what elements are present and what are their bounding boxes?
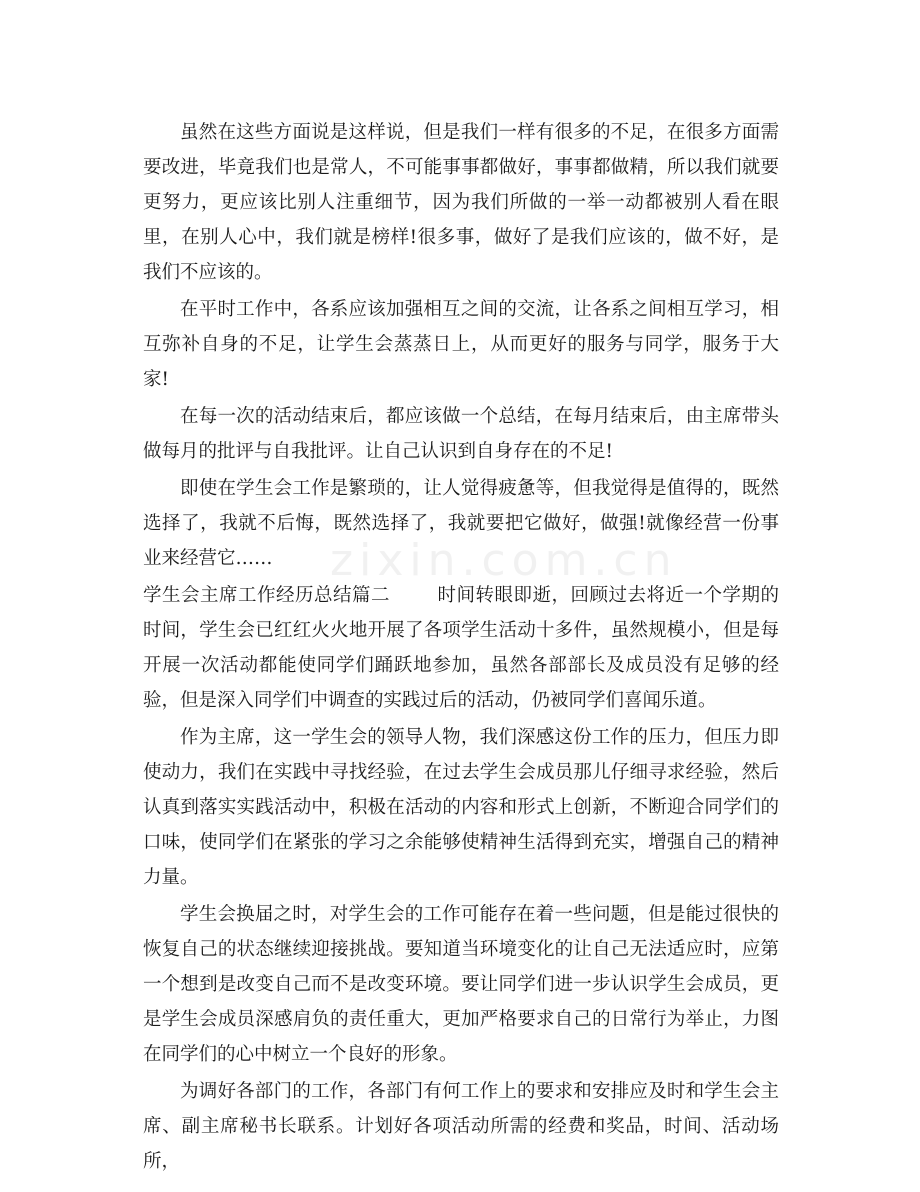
document-page bbox=[143, 115, 779, 1179]
section-block bbox=[143, 578, 779, 718]
paragraph-7: 学生会换届之时，对学生会的工作可能存在着一些问题，但是能过很快的恢复自己的状态继续迎接挑战。要知道当环境变化的让自己无法适应时，应第一个想到是改变自己而不是改变环境。要让同学们进一步认识学生会成员，更是学生会成员深感肩负的责任重大，更加严格要求自己的日常行为举止，力图在同学们的心中树立一个良好的形象。 bbox=[143, 904, 779, 1065]
watermark: zixin.com.cn bbox=[330, 535, 678, 586]
paragraph-8: 为调好各部门的工作，各部门有何工作上的要求和安排应及时和学生会主席、副主席秘书长联系。计划好各项活动所需的经费和奖品，时间、活动场所， bbox=[143, 1081, 779, 1172]
section-first-paragraph: 时间转眼即逝，回顾过去将近一个学期的时间，学生会已红红火火地开展了各项学生活动十多件，虽然规模小，但是每开展一次活动都能使同学们踊跃地参加，虽然各部部长及成员没有足够的经验，但是深入同学们中调查的实践过后的活动，仍被同学们喜闻乐道。 bbox=[143, 585, 779, 711]
paragraph-3: 在每一次的活动结束后，都应该做一个总结，在每月结束后，由主席带头做每月的批评与自我批评。让自己认识到自身存在的不足! bbox=[143, 406, 779, 462]
section-heading: 学生会主席工作经历总结篇二 bbox=[143, 585, 390, 606]
paragraph-1: 虽然在这些方面说是这样说，但是我们一样有很多的不足，在很多方面需要改进，毕竟我们也是常人，不可能事事都做好，事事都做精，所以我们就要更努力，更应该比别人注重细节，因为我们所做的一举一动都被别人看在眼里，在别人心中，我们就是榜样!很多事，做好了是我们应该的，做不好，是我们不应该的。 bbox=[143, 122, 779, 283]
paragraph-4: 即使在学生会工作是繁琐的，让人觉得疲惫等，但我觉得是值得的，既然选择了，我就不后悔，既然选择了，我就要把它做好，做强!就像经营一份事业来经营它…… bbox=[143, 478, 779, 569]
paragraph-6: 作为主席，这一学生会的领导人物，我们深感这份工作的压力，但压力即使动力，我们在实践中寻找经验，在过去学生会成员那儿仔细寻求经验，然后认真到落实实践活动中，积极在活动的内容和形式上创新，不断迎合同学们的口味，使同学们在紧张的学习之余能够使精神生活得到充实，增强自己的精神力量。 bbox=[143, 727, 779, 888]
paragraph-2: 在平时工作中，各系应该加强相互之间的交流，让各系之间相互学习，相互弥补自身的不足，让学生会蒸蒸日上，从而更好的服务与同学，服务于大家! bbox=[143, 299, 779, 390]
